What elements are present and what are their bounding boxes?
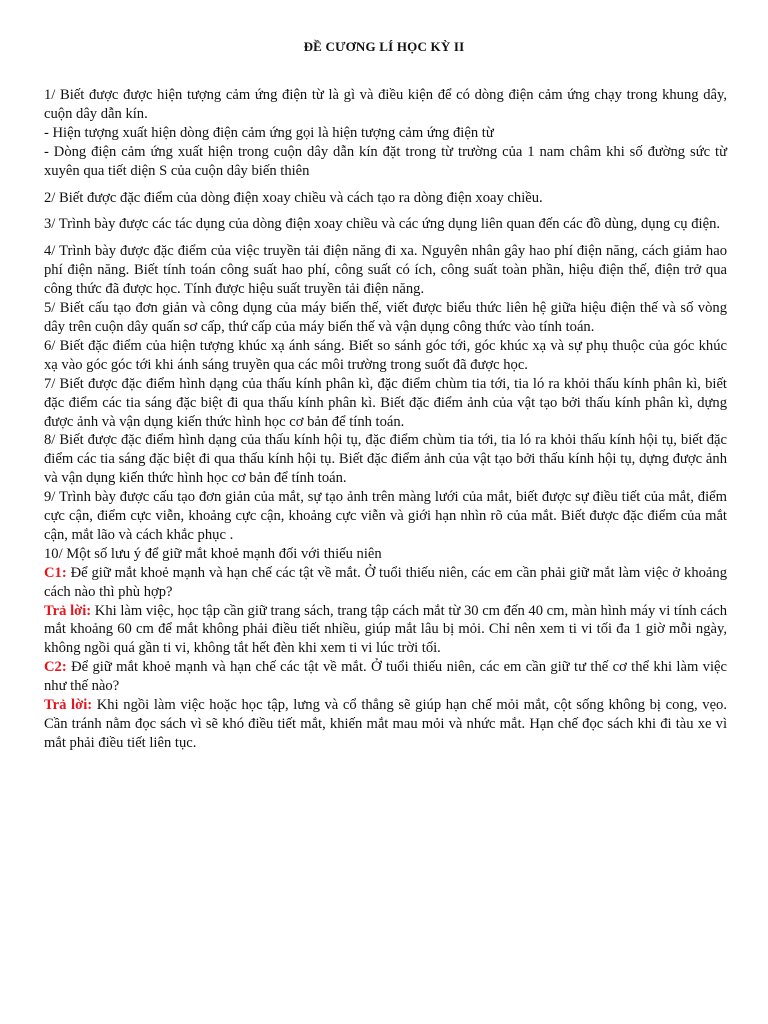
answer-label: Trả lời: — [44, 697, 93, 714]
question-text: Để giữ mắt khoẻ mạnh và hạn chế các tật về mắt. Ở tuổi thiếu niên, các em cần giữ tư thế cơ thể khi làm việc như thế nào? — [44, 659, 727, 695]
document-title: ĐỀ CƯƠNG LÍ HỌC KỲ II — [303, 39, 465, 54]
item-10: 10/ Một số lưu ý để giữ mắt khoẻ mạnh đối với thiếu niên — [44, 545, 382, 562]
question-label: C1: — [44, 564, 67, 581]
answer-label: Trả lời: — [44, 602, 92, 619]
answer-text: Khi làm việc, học tập cần giữ trang sách, trang tập cách mắt từ 30 cm đến 40 cm, màn hình máy vi tính cách mắt khoảng 60 cm để mắt không phải điều tiết nhiều, giúp mắt lâu bị mỏi. Chỉ nên xem ti vi tối đa 1 giờ mỗi ngày, không ngồi quá gần ti vi, không tắt hết đèn khi xem ti vi lúc trời tối. — [44, 602, 727, 657]
item-4: 4/ Trình bày được đặc điểm của việc truyền tải điện năng đi xa. Nguyên nhân gây hao phí điện năng, cách giảm hao phí điện năng. Biết tính toán công suất hao phí, công suất có ích, công suất toàn phần, hiệu điện thế, điện trở qua công thức đã được học. Tính được hiệu suất truyền tải điện năng. — [44, 243, 727, 298]
item-5: 5/ Biết cấu tạo đơn giản và công dụng của máy biến thế, viết được biểu thức liên hệ giữa hiệu điện thế và số vòng dây trên cuộn dây quấn sơ cấp, thứ cấp của máy biến thế và vận dụng công thức vào tính toán. — [44, 300, 727, 335]
item-1-point-a: - Hiện tượng xuất hiện dòng điện cảm ứng gọi là hiện tượng cảm ứng điện từ — [44, 124, 494, 141]
item-8: 8/ Biết được đặc điểm hình dạng của thấu kính hội tụ, đặc điểm chùm tia tới, tia ló ra khỏi thấu kính hội tụ, biết đặc điểm các tia sáng đặc biệt đi qua thấu kính hội tụ. Biết đặc điểm ảnh của vật tạo bởi thấu kính hội tụ, dựng được ảnh và vận dụng kiến thức hình học cơ bản để tính toán. — [44, 432, 727, 487]
item-2: 2/ Biết được đặc điểm của dòng điện xoay chiều và cách tạo ra dòng điện xoay chiều. — [44, 189, 543, 206]
answer-c1 — [44, 602, 727, 659]
item-3: 3/ Trình bày được các tác dụng của dòng điện xoay chiều và các ứng dụng liên quan đến các đồ dùng, dụng cụ điện. — [44, 216, 721, 233]
question-c1 — [44, 564, 727, 602]
item-7: 7/ Biết được đặc điểm hình dạng của thấu kính phân kì, đặc điểm chùm tia tới, tia ló ra khỏi thấu kính phân kì, biết đặc điểm các tia sáng đặc biệt đi qua thấu kính phân kì. Biết đặc điểm ảnh của vật tạo bởi thấu kính phân kì, dựng được ảnh và vận dụng kiến thức hình học cơ bản để tính toán. — [44, 375, 727, 430]
item-1-point-b: - Dòng điện cảm ứng xuất hiện trong cuộn dây dẫn kín đặt trong từ trường của 1 nam châm khi số đường sức từ xuyên qua tiết diện S của cuộn dây biến thiên — [44, 143, 727, 179]
answer-c2 — [44, 696, 727, 753]
item-1: 1/ Biết được được hiện tượng cảm ứng điện từ là gì và điều kiện để có dòng điện cảm ứng chạy trong khung dây, cuộn dây dẫn kín. — [44, 87, 727, 122]
document-body — [44, 86, 727, 753]
question-label: C2: — [44, 659, 67, 676]
question-text: Để giữ mắt khoẻ mạnh và hạn chế các tật về mắt. Ở tuổi thiếu niên, các em cần phải giữ mắt làm việc ở khoảng cách nào thì phù hợp? — [44, 564, 727, 600]
answer-text: Khi ngồi làm việc hoặc học tập, lưng và cổ thẳng sẽ giúp hạn chế mỏi mắt, cột sống không bị cong, vẹo. Cần tránh nằm đọc sách vì sẽ khó điều tiết mắt, khiến mắt mau mỏi và nhức mắt. Hạn chế đọc sách khi đi tàu xe vì mắt phải điều tiết liên tục. — [44, 697, 727, 751]
question-c2 — [44, 658, 727, 696]
item-9: 9/ Trình bày được cấu tạo đơn giản của mắt, sự tạo ảnh trên màng lưới của mắt, biết được sự điều tiết của mắt, điểm cực cận, điểm cực viễn, khoảng cực cận, khoảng cực viễn và giới hạn nhìn rõ của mắt. Biết được đặc điểm của mắt cận, mắt lão và cách khắc phục . — [44, 489, 727, 543]
item-6: 6/ Biết đặc điểm của hiện tượng khúc xạ ánh sáng. Biết so sánh góc tới, góc khúc xạ và sự phụ thuộc của góc khúc xạ vào góc góc tới khi ánh sáng truyền qua các môi trường trong suốt đã được học. — [44, 337, 727, 373]
